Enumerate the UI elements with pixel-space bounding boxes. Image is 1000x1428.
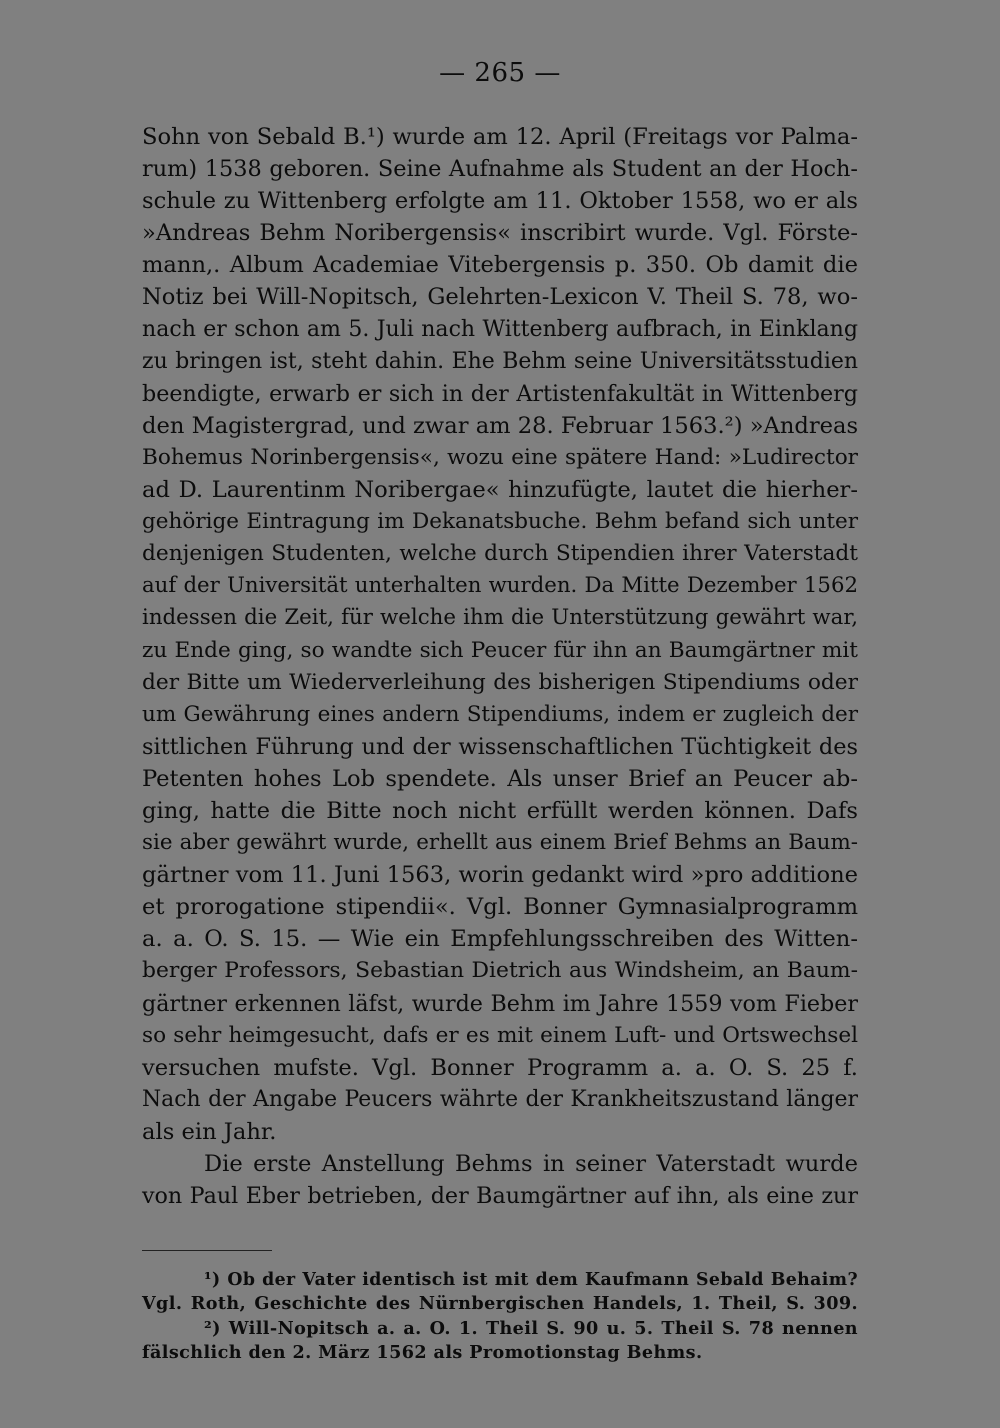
text-line: indessen die Zeit, für welche ihm die Unterstützung gewährt war, (142, 605, 858, 631)
text-line: denjenigen Studenten, welche durch Stipendien ihrer Vaterstadt (142, 541, 858, 567)
text-line: um Gewährung eines andern Stipendiums, indem er zugleich der (142, 701, 858, 727)
text-line: so sehr heimgesucht, dafs er es mit einem Luft- und Ortswechsel (142, 1022, 858, 1048)
text-line: sie aber gewährt wurde, erhellt aus einem Brief Behms an Baum- (142, 830, 858, 856)
footnotes-block (142, 1268, 858, 1365)
footnote-line: ²) Will-Nopitsch a. a. O. 1. Theil S. 90 u. 5. Theil S. 78 nennen (204, 1317, 858, 1339)
text-line: auf der Universität unterhalten wurden. Da Mitte Dezember 1562 (142, 573, 858, 599)
main-text-block (142, 121, 858, 1212)
text-line: ging, hatte die Bitte noch nicht erfüllt werden können. Dafs (142, 797, 858, 824)
text-line: rum) 1538 geboren. Seine Aufnahme als Student an der Hoch- (142, 156, 858, 183)
text-line: zu bringen ist, steht dahin. Ehe Behm seine Universitätsstudien (142, 348, 858, 374)
text-line: et prorogatione stipendii«. Vgl. Bonner Gymnasialprogramm (142, 894, 858, 921)
text-line: Petenten hohes Lob spendete. Als unser Brief an Peucer ab- (142, 765, 858, 792)
text-line: ad D. Laurentinm Noribergae« hinzufügte, lautet die hierher- (142, 477, 858, 504)
footnote-line: ¹) Ob der Vater identisch ist mit dem Kaufmann Sebald Behaim? (204, 1270, 858, 1290)
text-line: Sohn von Sebald B.¹) wurde am 12. April (Freitags vor Palma- (142, 124, 858, 150)
text-line: nach er schon am 5. Juli nach Wittenberg aufbrach, in Einklang (142, 316, 858, 342)
text-line: gärtner vom 11. Juni 1563, worin gedankt wird »pro additione (142, 862, 858, 889)
footnote-line: fälschlich den 2. März 1562 als Promotionstag Behms. (142, 1341, 703, 1363)
text-line: a. a. O. S. 15. — Wie ein Empfehlungsschreiben des Witten- (142, 926, 858, 953)
footnote-divider (142, 1250, 272, 1251)
text-line: beendigte, erwarb er sich in der Artistenfakultät in Wittenberg (142, 380, 858, 407)
text-line: gärtner erkennen läfst, wurde Behm im Jahre 1559 vom Fieber (142, 990, 858, 1017)
text-line: »Andreas Behm Noribergensis« inscribirt wurde. Vgl. Förste- (142, 220, 858, 247)
text-line: Nach der Angabe Peucers währte der Krankheitszustand länger (142, 1086, 858, 1112)
text-line: mann,. Album Academiae Vitebergensis p. 350. Ob damit die (142, 252, 858, 279)
text-line: als ein Jahr. (142, 1118, 277, 1145)
text-line: den Magistergrad, und zwar am 28. Februar 1563.²) »Andreas (142, 412, 859, 439)
text-line: schule zu Wittenberg erfolgte am 11. Oktober 1558, wo er als (142, 188, 858, 215)
text-line: sittlichen Führung und der wissenschaftlichen Tüchtigkeit des (142, 733, 858, 760)
text-line: der Bitte um Wiederverleihung des bisherigen Stipendiums oder (142, 669, 858, 695)
page-number: — 265 — (439, 58, 561, 88)
text-line: Die erste Anstellung Behms in seiner Vaterstadt wurde (204, 1151, 858, 1177)
text-line: versuchen mufste. Vgl. Bonner Programm a. a. O. S. 25 f. (142, 1054, 858, 1081)
footnote-line: Vgl. Roth, Geschichte des Nürnbergischen Handels, 1. Theil, S. 309. (142, 1293, 858, 1315)
text-line: berger Professors, Sebastian Dietrich aus Windsheim, an Baum- (142, 958, 858, 984)
text-line: zu Ende ging, so wandte sich Peucer für ihn an Baumgärtner mit (142, 637, 858, 663)
text-line: Bohemus Norinbergensis«, wozu eine spätere Hand: »Ludirector (142, 444, 858, 470)
text-line: gehörige Eintragung im Dekanatsbuche. Behm befand sich unter (142, 509, 858, 535)
text-line: von Paul Eber betrieben, der Baumgärtner auf ihn, als eine zur (142, 1183, 858, 1210)
text-line: Notiz bei Will-Nopitsch, Gelehrten-Lexicon V. Theil S. 78, wo- (142, 284, 858, 311)
